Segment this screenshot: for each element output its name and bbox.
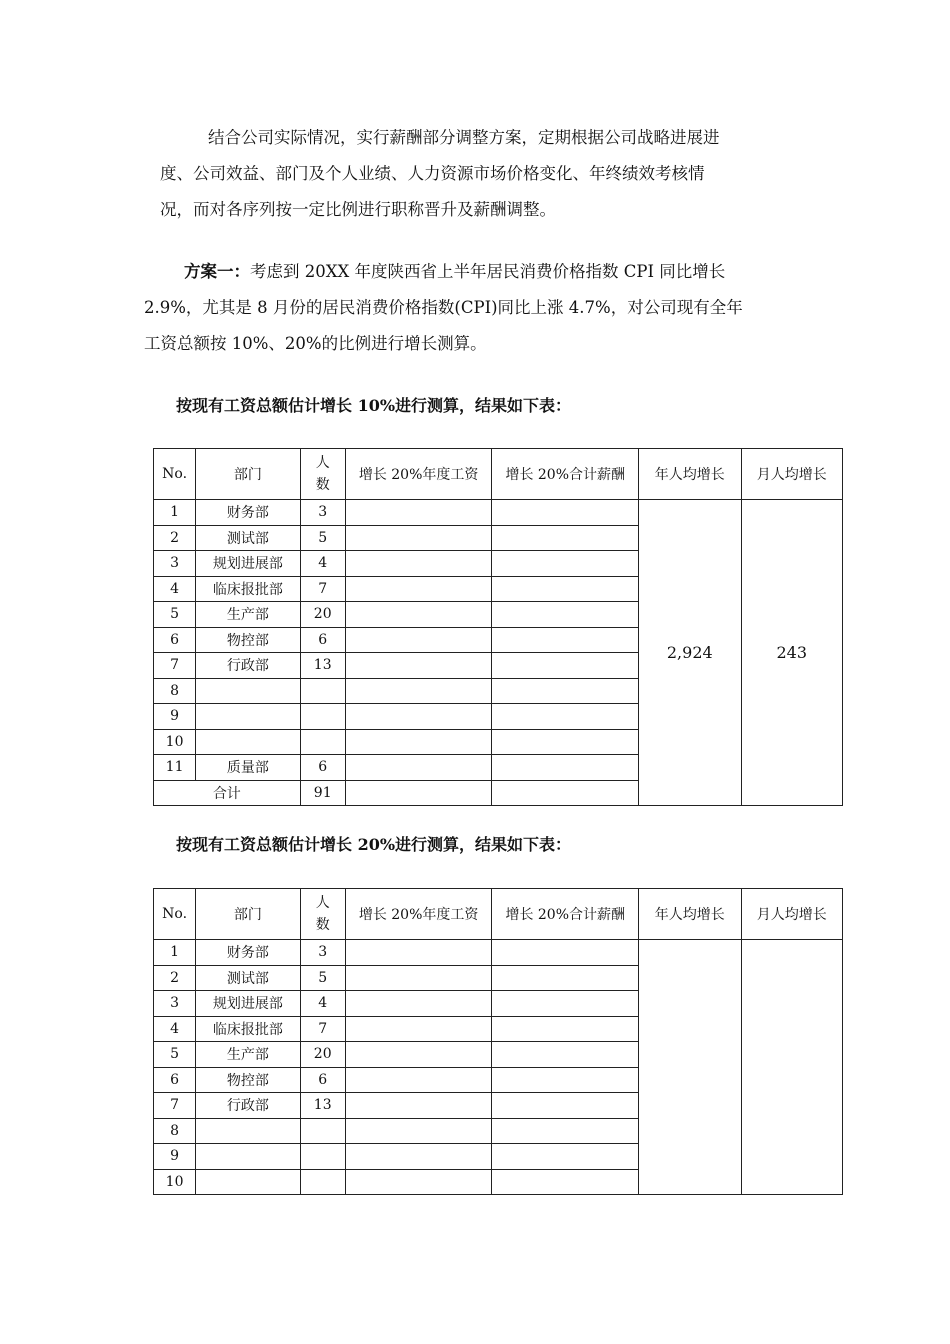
row-annual-salary (345, 576, 492, 602)
row-annual-salary (345, 1118, 492, 1144)
row-dept: 规划进展部 (196, 991, 300, 1017)
row-annual-salary (345, 1042, 492, 1068)
row-no: 7 (154, 653, 196, 679)
row-annual-salary (345, 965, 492, 991)
total-annual-salary (345, 780, 492, 806)
table-row (154, 500, 843, 526)
header-count-bottom: 数 (315, 917, 330, 933)
intro-line-3: 况，而对各序列按一定比例进行职称晋升及薪酬调整。 (160, 200, 556, 219)
plan-line-2: 2.9%，尤其是 8 月份的居民消费价格指数(CPI)同比上涨 4.7%，对公司现有全年 (144, 298, 743, 317)
row-annual-salary (345, 1169, 492, 1195)
row-count: 6 (300, 627, 345, 653)
header-yearly-avg: 年人均增长 (639, 889, 741, 940)
header-monthly-avg: 月人均增长 (741, 889, 843, 940)
row-dept: 规划进展部 (196, 551, 300, 577)
row-count (300, 729, 345, 755)
table-row (154, 940, 843, 966)
row-no: 2 (154, 525, 196, 551)
row-annual-salary (345, 991, 492, 1017)
row-count (300, 678, 345, 704)
yearly-avg-value: 2,924 (639, 500, 741, 806)
row-count: 6 (300, 1067, 345, 1093)
plan-line-3: 工资总额按 10%、20%的比例进行增长测算。 (144, 334, 487, 353)
table2-heading: 按现有工资总额估计增长 20%进行测算，结果如下表： (176, 835, 572, 854)
row-total-pay (492, 755, 639, 781)
header-count-bottom: 数 (315, 477, 330, 493)
row-total-pay (492, 576, 639, 602)
row-count (300, 1144, 345, 1170)
plan-one-paragraph (144, 254, 810, 362)
row-no: 8 (154, 1118, 196, 1144)
intro-line-2: 度、公司效益、部门及个人业绩、人力资源市场价格变化、年终绩效考核情 (160, 164, 705, 183)
row-count: 20 (300, 1042, 345, 1068)
row-total-pay (492, 653, 639, 679)
row-dept: 财务部 (196, 940, 300, 966)
row-total-pay (492, 500, 639, 526)
header-count (300, 889, 345, 940)
row-count (300, 1169, 345, 1195)
row-annual-salary (345, 940, 492, 966)
row-no: 4 (154, 576, 196, 602)
header-count (300, 449, 345, 500)
header-annual-salary: 增长 20%年度工资 (345, 889, 492, 940)
row-total-pay (492, 991, 639, 1017)
row-annual-salary (345, 755, 492, 781)
row-no: 8 (154, 678, 196, 704)
row-dept: 财务部 (196, 500, 300, 526)
row-total-pay (492, 525, 639, 551)
header-annual-salary: 增长 20%年度工资 (345, 449, 492, 500)
monthly-avg-value (741, 940, 843, 1195)
row-dept (196, 1144, 300, 1170)
row-count (300, 1118, 345, 1144)
row-count: 7 (300, 576, 345, 602)
table1-heading: 按现有工资总额估计增长 10%进行测算，结果如下表： (176, 396, 572, 415)
row-total-pay (492, 1016, 639, 1042)
row-no: 2 (154, 965, 196, 991)
table1-header-row (154, 449, 843, 500)
table2 (153, 888, 843, 1195)
row-dept (196, 678, 300, 704)
row-count: 3 (300, 500, 345, 526)
row-dept: 质量部 (196, 755, 300, 781)
row-count (300, 704, 345, 730)
row-dept: 物控部 (196, 1067, 300, 1093)
row-annual-salary (345, 1093, 492, 1119)
row-dept: 生产部 (196, 1042, 300, 1068)
row-annual-salary (345, 627, 492, 653)
row-dept: 测试部 (196, 525, 300, 551)
row-annual-salary (345, 1016, 492, 1042)
row-annual-salary (345, 653, 492, 679)
intro-line-1: 结合公司实际情况，实行薪酬部分调整方案，定期根据公司战略进展进 (208, 128, 720, 147)
table2-header-row (154, 889, 843, 940)
total-count: 91 (300, 780, 345, 806)
header-count-top: 人 (315, 895, 330, 911)
row-no: 9 (154, 704, 196, 730)
header-total-pay: 增长 20%合计薪酬 (492, 889, 639, 940)
row-total-pay (492, 551, 639, 577)
header-dept: 部门 (196, 889, 300, 940)
row-annual-salary (345, 678, 492, 704)
monthly-avg-value: 243 (741, 500, 843, 806)
row-no: 10 (154, 1169, 196, 1195)
row-count: 7 (300, 1016, 345, 1042)
row-annual-salary (345, 1067, 492, 1093)
row-total-pay (492, 729, 639, 755)
header-monthly-avg: 月人均增长 (741, 449, 843, 500)
row-total-pay (492, 1042, 639, 1068)
row-no: 10 (154, 729, 196, 755)
row-count: 4 (300, 551, 345, 577)
row-no: 5 (154, 1042, 196, 1068)
row-annual-salary (345, 704, 492, 730)
header-no: No. (154, 449, 196, 500)
row-no: 3 (154, 551, 196, 577)
row-no: 7 (154, 1093, 196, 1119)
row-dept (196, 704, 300, 730)
header-count-top: 人 (315, 455, 330, 471)
row-count: 13 (300, 1093, 345, 1119)
row-total-pay (492, 1118, 639, 1144)
row-dept (196, 1118, 300, 1144)
row-count: 4 (300, 991, 345, 1017)
plan-one-label: 方案一： (184, 262, 250, 281)
row-no: 1 (154, 500, 196, 526)
row-dept: 行政部 (196, 653, 300, 679)
row-annual-salary (345, 729, 492, 755)
yearly-avg-value (639, 940, 741, 1195)
row-total-pay (492, 1093, 639, 1119)
row-dept (196, 1169, 300, 1195)
total-label: 合计 (154, 780, 301, 806)
row-annual-salary (345, 551, 492, 577)
header-dept: 部门 (196, 449, 300, 500)
row-total-pay (492, 678, 639, 704)
row-dept: 行政部 (196, 1093, 300, 1119)
row-annual-salary (345, 1144, 492, 1170)
row-count: 5 (300, 965, 345, 991)
row-dept: 临床报批部 (196, 576, 300, 602)
row-no: 3 (154, 991, 196, 1017)
row-total-pay (492, 704, 639, 730)
row-no: 6 (154, 1067, 196, 1093)
row-dept: 测试部 (196, 965, 300, 991)
row-total-pay (492, 1067, 639, 1093)
plan-line-1 (160, 254, 810, 290)
header-no: No. (154, 889, 196, 940)
row-count: 5 (300, 525, 345, 551)
row-total-pay (492, 965, 639, 991)
row-dept: 临床报批部 (196, 1016, 300, 1042)
row-count: 3 (300, 940, 345, 966)
row-annual-salary (345, 602, 492, 628)
row-count: 20 (300, 602, 345, 628)
row-no: 6 (154, 627, 196, 653)
row-dept (196, 729, 300, 755)
row-count: 6 (300, 755, 345, 781)
row-count: 13 (300, 653, 345, 679)
row-no: 5 (154, 602, 196, 628)
row-dept: 物控部 (196, 627, 300, 653)
row-no: 4 (154, 1016, 196, 1042)
row-total-pay (492, 940, 639, 966)
row-total-pay (492, 602, 639, 628)
table1 (153, 448, 843, 806)
row-annual-salary (345, 500, 492, 526)
total-pay (492, 780, 639, 806)
row-total-pay (492, 627, 639, 653)
header-total-pay: 增长 20%合计薪酬 (492, 449, 639, 500)
row-no: 1 (154, 940, 196, 966)
row-no: 11 (154, 755, 196, 781)
row-annual-salary (345, 525, 492, 551)
row-dept: 生产部 (196, 602, 300, 628)
row-no: 9 (154, 1144, 196, 1170)
row-total-pay (492, 1144, 639, 1170)
plan-line-1-text: 考虑到 20XX 年度陕西省上半年居民消费价格指数 CPI 同比增长 (250, 262, 726, 281)
header-yearly-avg: 年人均增长 (639, 449, 741, 500)
row-total-pay (492, 1169, 639, 1195)
intro-paragraph (160, 120, 810, 228)
